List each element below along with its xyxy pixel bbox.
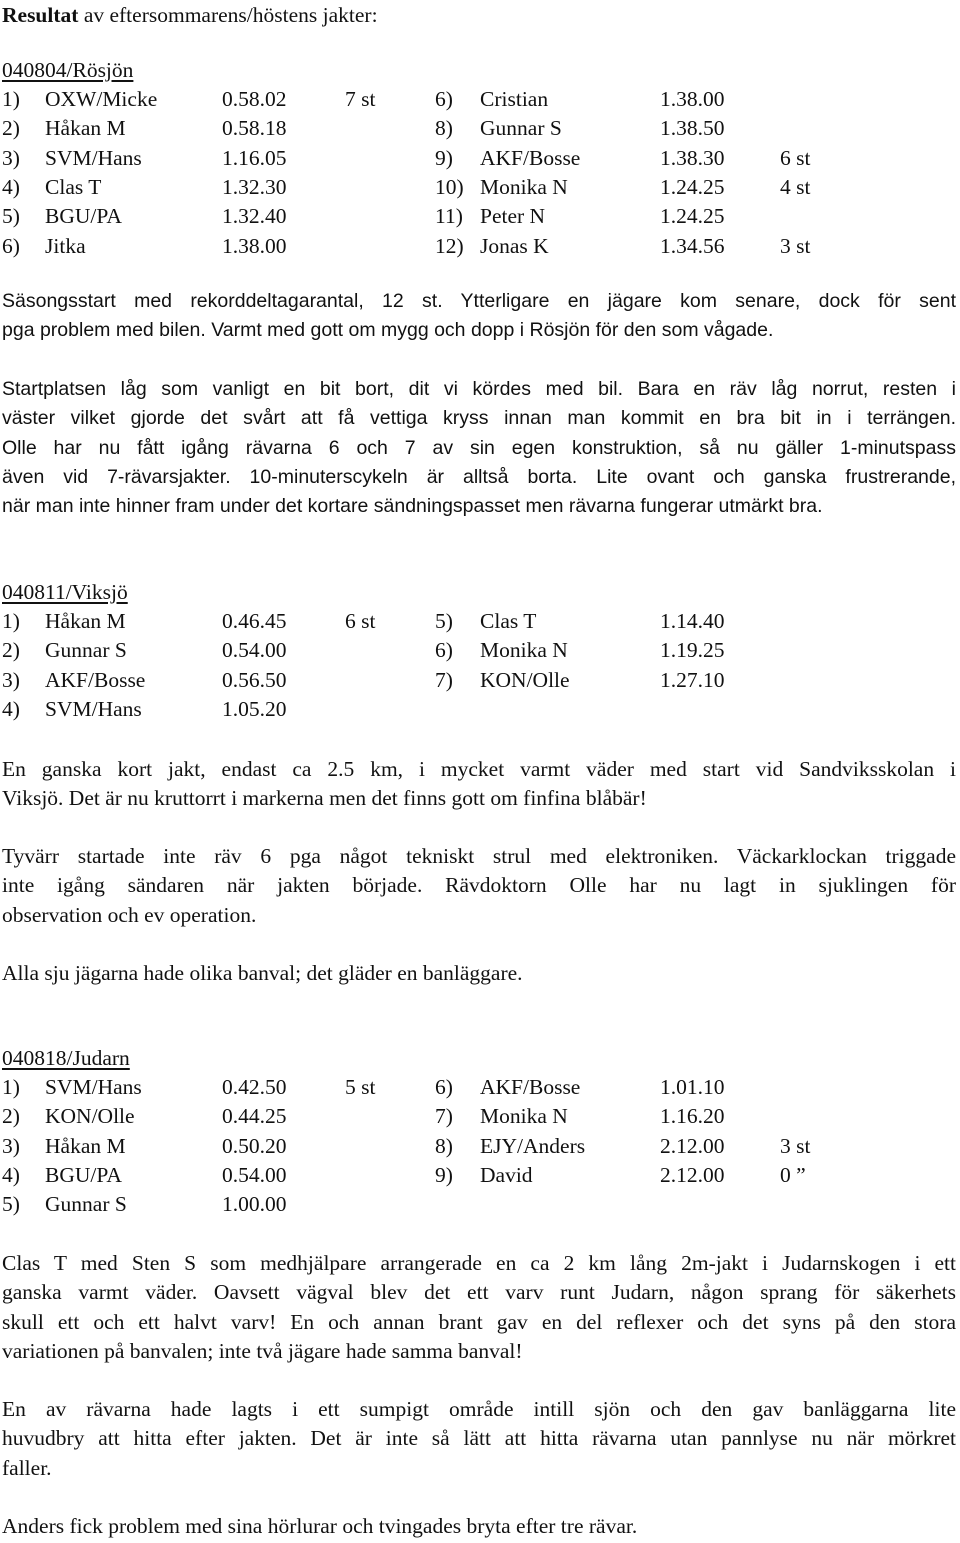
paragraph-line: väster vilket gjorde det svårt att få vettiga kryss innan man kommit en bra bit in i terrängen. [2,407,956,430]
paragraph-line: Säsongsstart med rekorddeltagarantal, 12 st. Ytterligare en jägare kom senare, dock för sent [2,290,956,312]
section-title: 040804/Rösjön [2,58,134,82]
result-cell: BGU/PA [45,204,122,229]
result-cell: 5 st [345,1075,376,1099]
paragraph-line: pga problem med bilen. Varmt med gott om mygg och dopp i Rösjön för den som vågade. [2,319,774,342]
result-cell: Clas T [45,174,102,199]
paragraph-line: ganska varmt väder. Oavsett vägval blev det ett varv runt Judarn, någon sprang för säkerhets [2,1280,956,1305]
result-cell: 3 st [780,233,811,258]
paragraph-line: skull ett och ett halvt varv! En och annan brant gav en del reflexer och det syns på den stora [2,1309,956,1334]
result-cell: 1.19.25 [660,638,725,663]
result-cell: 1.27.10 [660,667,725,692]
result-cell: 3) [2,667,20,692]
result-cell: BGU/PA [45,1162,122,1187]
result-cell: 10) [435,174,464,199]
paragraph-line: Startplatsen låg som vanligt en bit bort, dit vi kördes med bil. Bara en räv låg norrut, resten i [2,378,956,400]
result-cell: 11) [435,204,463,229]
result-cell: KON/Olle [480,667,570,692]
paragraph-line: när man inte hinner fram under det kortare sändningspasset men rävarna fungerar utmärkt bra. [2,495,823,518]
result-cell: 1) [2,1075,20,1099]
result-cell: Gunnar S [45,638,127,663]
result-cell: 0.58.02 [222,87,287,111]
result-cell: 3) [2,1133,20,1158]
result-cell: 2.12.00 [660,1133,725,1158]
paragraph-line: observation och ev operation. [2,902,257,927]
result-cell: 6) [435,1075,453,1099]
result-cell: 6) [435,87,453,111]
result-cell: 1.38.30 [660,145,725,170]
result-cell: 0.54.00 [222,638,287,663]
paragraph-line: även vid 7-rävarsjakter. 10-minuterscykeln är alltså borta. Lite ovant och ganska frustrerande, [2,465,956,488]
result-cell: Cristian [480,87,549,111]
result-cell: 9) [435,145,453,170]
page-header [2,5,378,27]
result-cell: 12) [435,233,464,258]
result-cell: 6 st [780,145,811,170]
result-cell: 0 ” [780,1162,806,1187]
result-cell: Jonas K [480,233,549,258]
result-cell: Håkan M [45,1133,126,1158]
result-cell: 3 st [780,1133,811,1158]
result-cell: 6 st [345,609,376,633]
result-cell: 1.01.10 [660,1075,725,1099]
result-cell: SVM/Hans [45,696,142,721]
result-cell: 5) [2,204,20,229]
result-cell: 1.32.30 [222,174,287,199]
result-cell: Monika N [480,1104,568,1129]
result-cell: 3) [2,145,20,170]
paragraph-line: faller. [2,1455,52,1480]
result-cell: 4) [2,696,20,721]
result-cell: 1.24.25 [660,174,725,199]
result-cell: 0.54.00 [222,1162,287,1187]
result-cell: 4) [2,174,20,199]
result-cell: 9) [435,1162,453,1187]
paragraph-line: En av rävarna hade lagts i ett sumpigt område intill sjön och den gav banläggarna lite [2,1397,956,1421]
result-cell: EJY/Anders [480,1133,586,1158]
paragraph-line: Anders fick problem med sina hörlurar och tvingades bryta efter tre rävar. [2,1514,638,1538]
result-cell: 8) [435,1133,453,1158]
result-cell: 2) [2,116,20,141]
result-cell: 7) [435,667,453,692]
result-cell: Monika N [480,174,568,199]
header-rest: av eftersommarens/höstens jakter: [78,3,378,27]
result-cell: Håkan M [45,116,126,141]
paragraph-line: Tyvärr startade inte räv 6 pga något tekniskt strul med elektroniken. Väckarklockan triggade [2,844,956,868]
result-cell: 4 st [780,174,811,199]
result-cell: 0.44.25 [222,1104,287,1129]
result-cell: 1) [2,87,20,111]
result-cell: 1.05.20 [222,696,287,721]
result-cell: 1.32.40 [222,204,287,229]
paragraph-line: Clas T med Sten S som medhjälpare arrangerade en ca 2 km lång 2m-jakt i Judarnskogen i ett [2,1251,956,1275]
result-cell: SVM/Hans [45,1075,142,1099]
result-cell: 1.00.00 [222,1192,287,1217]
result-cell: 1.14.40 [660,609,725,633]
result-cell: 1.16.20 [660,1104,725,1129]
paragraph-line: Olle har nu fått igång rävarna 6 och 7 av sin egen konstruktion, så nu gäller 1-minutspass [2,436,956,459]
result-cell: David [480,1162,533,1187]
result-cell: 2) [2,1104,20,1129]
result-cell: Håkan M [45,609,126,633]
paragraph-line: En ganska kort jakt, endast ca 2.5 km, i mycket varmt väder med start vid Sandviksskolan i [2,757,956,781]
result-cell: Monika N [480,638,568,663]
section-title: 040818/Judarn [2,1046,130,1070]
result-cell: Gunnar S [480,116,562,141]
result-cell: AKF/Bosse [480,145,581,170]
paragraph-line: Viksjö. Det är nu kruttorrt i markerna men det finns gott om finfina blåbär! [2,786,647,811]
result-cell: 8) [435,116,453,141]
result-cell: 0.46.45 [222,609,287,633]
result-cell: 7 st [345,87,376,111]
result-cell: 0.56.50 [222,667,287,692]
result-cell: 1.38.00 [660,87,725,111]
result-cell: 1.24.25 [660,204,725,229]
result-cell: 0.58.18 [222,116,287,141]
result-cell: OXW/Micke [45,87,158,111]
paragraph-line: inte igång sändaren när jakten började. Rävdoktorn Olle har nu lagt in sjuklingen för [2,873,956,898]
header-bold: Resultat [2,3,79,27]
paragraph-line: huvudbry att hitta efter jakten. Det är inte så lätt att hitta rävarna utan pannlyse nu när mörkret [2,1426,956,1451]
result-cell: 1.38.50 [660,116,725,141]
section-title: 040811/Viksjö [2,580,128,604]
result-cell: Peter N [480,204,546,229]
result-cell: 6) [2,233,20,258]
result-cell: 2.12.00 [660,1162,725,1187]
result-cell: AKF/Bosse [45,667,146,692]
result-cell: Gunnar S [45,1192,127,1217]
result-cell: 0.42.50 [222,1075,287,1099]
result-cell: Clas T [480,609,537,633]
paragraph-line: Alla sju jägarna hade olika banval; det gläder en banläggare. [2,961,523,985]
result-cell: 1) [2,609,20,633]
result-cell: 5) [2,1192,20,1217]
result-cell: AKF/Bosse [480,1075,581,1099]
result-cell: 7) [435,1104,453,1129]
result-cell: 6) [435,638,453,663]
result-cell: 5) [435,609,453,633]
result-cell: 1.38.00 [222,233,287,258]
result-cell: SVM/Hans [45,145,142,170]
result-cell: KON/Olle [45,1104,135,1129]
result-cell: 1.16.05 [222,145,287,170]
paragraph-line: variationen på banvalen; inte två jägare hade samma banval! [2,1338,523,1363]
result-cell: 4) [2,1162,20,1187]
result-cell: 1.34.56 [660,233,725,258]
result-cell: 2) [2,638,20,663]
result-cell: Jitka [45,233,86,258]
result-cell: 0.50.20 [222,1133,287,1158]
